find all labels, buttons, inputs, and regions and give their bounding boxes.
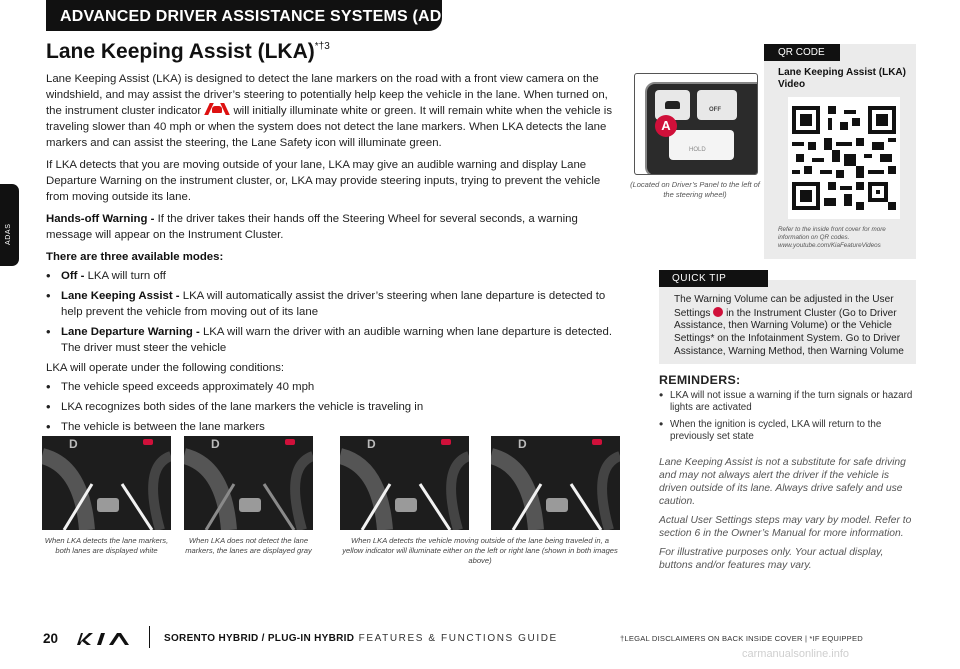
lka-warning-icon <box>143 439 153 445</box>
lka-warning-icon <box>285 439 295 445</box>
qr-note: Refer to the inside front cover for more information on QR codes. www.youtube.com/KiaFeatureVideos <box>778 226 886 250</box>
settings-gear-icon <box>713 307 723 317</box>
list-item: • When the ignition is cycled, LKA will return to the previously set state <box>659 419 915 443</box>
reminders-list <box>659 390 915 448</box>
section-header: ADVANCED DRIVER ASSISTANCE SYSTEMS (ADAS) <box>46 0 442 31</box>
cluster-image-yellow-right <box>491 436 620 530</box>
page-title: Lane Keeping Assist (LKA)$^{*\dagger 3}$ <box>46 40 330 63</box>
legal-note: †LEGAL DISCLAIMERS ON BACK INSIDE COVER | *IF EQUIPPED <box>620 634 863 643</box>
main-text <box>46 71 624 439</box>
title-superscript: *†3 <box>314 41 330 52</box>
gear-indicator: D <box>211 437 220 451</box>
list-item: • Off - LKA will turn off <box>46 268 624 284</box>
conditions-intro: LKA will operate under the following conditions: <box>46 362 285 374</box>
list-item: • Lane Departure Warning - LKA will warn the driver with an audible warning when lane departure is detected. The driver must steer the vehicle <box>46 324 624 356</box>
disclaimer-text: Lane Keeping Assist is not a substitute for safe driving and may not always alert the driver if the vehicle is driven outside of its lane. Always drive safely and use caution. <box>659 457 906 507</box>
off-button: OFF <box>697 90 737 120</box>
conditions-list <box>46 379 624 435</box>
hold-button: HOLD <box>669 130 734 160</box>
cluster-image-yellow-left <box>340 436 469 530</box>
page-number: 20 <box>43 631 59 646</box>
list-item: • The vehicle speed exceeds approximately 40 mph <box>46 379 624 395</box>
gear-indicator: D <box>367 437 376 451</box>
quick-tip-text: The Warning Volume can be adjusted in the User Settings in the Instrument Cluster (Go to Driver Assistance, then Warning Volume) or the Vehicle Settings* on the Infotainment System. Go to Driver Assistance, Warning Method, then Warning Volume <box>674 294 904 357</box>
guide-title: SORENTO HYBRID / PLUG-IN HYBRID FEATURES & FUNCTIONS GUIDE <box>164 633 558 644</box>
gear-indicator: D <box>518 437 527 451</box>
disclaimer-text: Actual User Settings steps may vary by model. Refer to section 6 in the Owner’s Manual for more information. <box>659 515 912 539</box>
kia-logo <box>75 631 137 652</box>
reminders-heading: REMINDERS: <box>659 373 741 387</box>
cluster-caption-yellow: When LKA detects the vehicle moving outside of the lane being traveled in, a yellow indicator will illuminate either on the left or right lane (shown in both images above) <box>342 536 618 565</box>
cluster-image-white <box>42 436 171 530</box>
list-item: • The vehicle is between the lane markers <box>46 419 624 435</box>
footer-divider <box>149 626 150 648</box>
disclaimers <box>659 456 917 578</box>
side-tab <box>0 184 19 266</box>
panel-caption: (Located on Driver’s Panel to the left of the steering wheel) <box>630 180 760 199</box>
side-tab-label: ADAS <box>5 223 12 245</box>
modes-heading: There are three available modes: <box>46 251 224 263</box>
disclaimer-text: For illustrative purposes only. Your actual display, buttons and/or features may vary. <box>659 547 884 571</box>
callout-a: A <box>655 115 677 137</box>
gear-indicator: D <box>69 437 78 451</box>
cluster-caption-gray: When LKA does not detect the lane markers, the lanes are displayed gray <box>185 536 312 555</box>
lka-warning-icon <box>441 439 451 445</box>
list-item: • LKA will not issue a warning if the turn signals or hazard lights are activated <box>659 390 915 414</box>
qr-title: Lane Keeping Assist (LKA) Video <box>778 67 906 90</box>
qr-tag: QR CODE <box>764 44 840 61</box>
watermark: carmanualsonline.info <box>742 648 850 660</box>
lane-graphic <box>42 436 171 530</box>
modes-list <box>46 268 624 356</box>
lka-warning-icon <box>592 439 602 445</box>
qr-code-image[interactable] <box>788 97 900 219</box>
departure-paragraph: If LKA detects that you are moving outside of your lane, LKA may give an audible warning and display Lane Departure Warning on the instrument cluster, or, LKA may provide steering inputs, trying to prevent the vehicle from moving outside its lane. <box>46 159 601 203</box>
drivers-panel-image <box>634 73 758 175</box>
hands-off-paragraph: Hands-off Warning - If the driver takes their hands off the Steering Wheel for several seconds, a warning message will appear on the Instrument Cluster. <box>46 213 578 241</box>
list-item: • LKA recognizes both sides of the lane markers the vehicle is traveling in <box>46 399 624 415</box>
quick-tip-tag: QUICK TIP <box>659 270 768 287</box>
list-item: • Lane Keeping Assist - LKA will automatically assist the driver’s steering when lane departure is detected to help prevent the vehicle from moving out of its lane <box>46 288 624 320</box>
cluster-caption-white: When LKA detects the lane markers, both lanes are displayed white <box>44 536 169 555</box>
intro-paragraph: Lane Keeping Assist (LKA) is designed to detect the lane markers on the road with a front view camera on the windshield, and may assist the driver’s steering to potentially help keep the vehicle in the lane. When turned on, the instrument cluster indicator will initially illuminate white or green. It will remain white when the vehicle is traveling slower than 40 mph or when the system does not detect the lane markers. When LKA detects the lane markers and can assist the steering, the Lane Safety icon will illuminate green. <box>46 73 613 149</box>
cluster-image-gray <box>184 436 313 530</box>
lka-indicator-icon <box>204 103 230 115</box>
